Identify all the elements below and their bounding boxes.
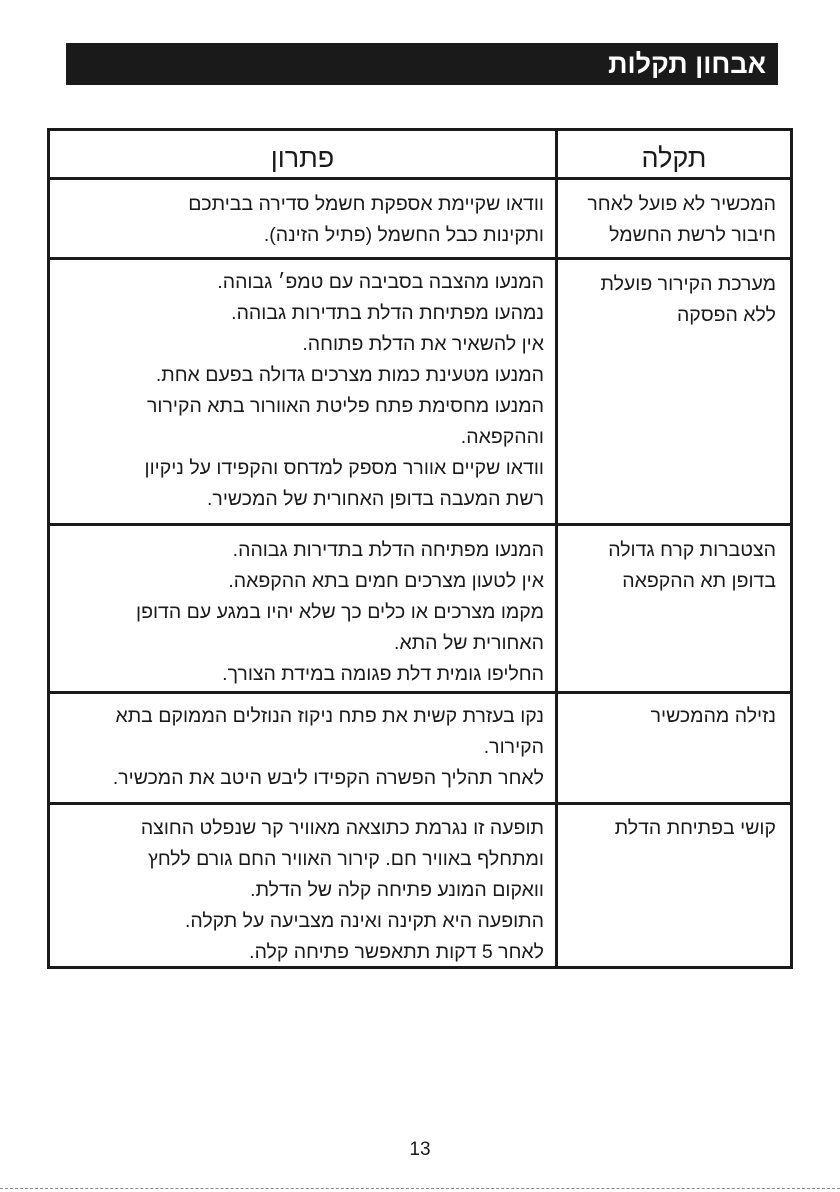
issue-cell: מערכת הקירור פועלת ללא הפסקה: [600, 273, 776, 326]
troubleshooting-table: [47, 128, 793, 969]
row-divider: [50, 802, 790, 805]
section-title-bar: [66, 43, 778, 85]
issue-cell: המכשיר לא פועל לאחר חיבור לרשת החשמל: [587, 193, 776, 246]
issue-cell: קושי בפתיחת הדלת: [614, 817, 776, 839]
solution-cell: תופעה זו נגרמת כתוצאה מאוויר קר שנפלט החוצה ומתחלף באוויר חם. קירור האוויר החם גורם ללחץ וואקום המונע פתיחה קלה של הדלת. התופעה היא תקינה ואינה מצביעה על תקלה. לאחר 5 דקות תתאפשר פתיחה קלה.: [140, 817, 544, 963]
row-divider: [50, 523, 790, 526]
bottom-rule: [0, 1188, 840, 1189]
issue-cell: הצטברות קרח גדולה בדופן תא ההקפאה: [608, 539, 776, 592]
solution-cell: נקו בעזרת קשית את פתח ניקוז הנוזלים הממוקם בתא הקירור. לאחר תהליך הפשרה הקפידו ליבש היטב את המכשיר.: [112, 705, 544, 789]
solution-cell: המנעו מפתיחה הדלת בתדירות גבוהה. אין לטעון מצרכים חמים בתא ההקפאה. מקמו מצרכים או כלים כך שלא יהיו במגע עם הדופן האחורית של התא. החליפו גומית דלת פגומה במידת הצורך.: [136, 539, 544, 685]
solution-cell: וודאו שקיימת אספקת חשמל סדירה בביתכם ותקינות כבל החשמל (פתיל הזינה).: [188, 193, 544, 246]
row-divider: [50, 177, 790, 180]
row-divider: [50, 257, 790, 260]
row-divider: [50, 691, 790, 694]
header-solution: פתרון: [270, 143, 335, 173]
header-issue: תקלה: [641, 143, 707, 173]
issue-cell: נזילה מהמכשיר: [650, 705, 776, 727]
page-title: אבחון תקלות: [608, 49, 766, 79]
solution-cell: המנעו מהצבה בסביבה עם טמפ׳ גבוהה. נמהעו מפתיחת הדלת בתדירות גבוהה. אין להשאיר את הדלת פתוחה. המנעו מטעינת כמות מצרכים גדולה בפעם אחת. המנעו מחסימת פתח פליטת האוורור בתא הקירור וההקפאה. וודאו שקיים אוורר מספק למדחס והקפידו על ניקיון רשת המעבה בדופן האחורית של המכשיר.: [144, 271, 544, 510]
page-number: 13: [409, 1139, 431, 1160]
